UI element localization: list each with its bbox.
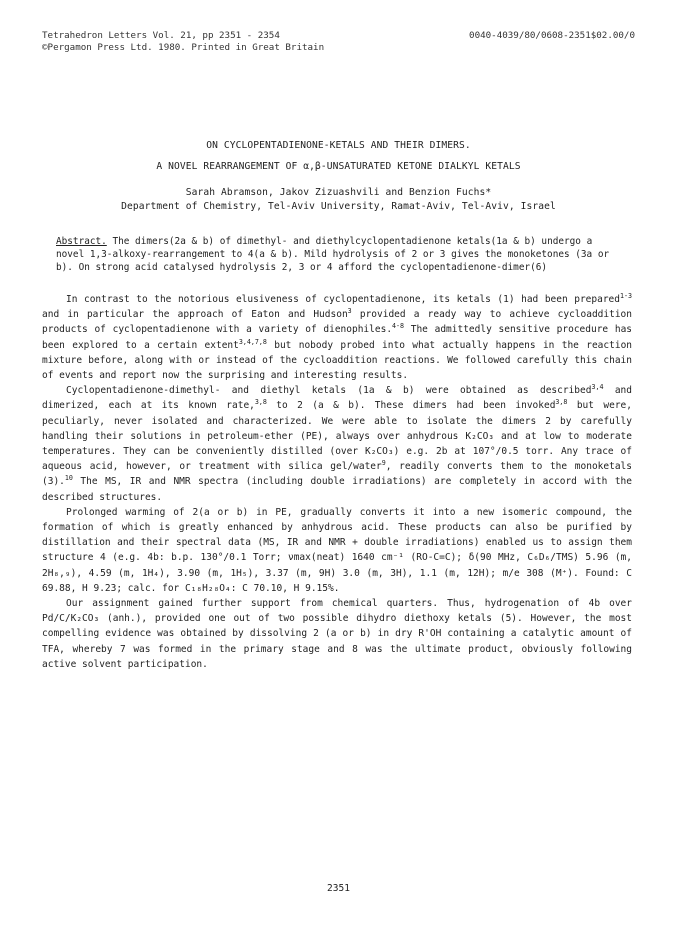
ref-superscript: 1-3 (620, 291, 632, 300)
text-run: The admittedly sensitive procedure has been explored to a certain extent (42, 324, 633, 351)
paragraph-3: Prolonged warming of 2(a or b) in PE, gradually converts it into a new isomeric compound, the formation of which is greatly enhanced by anhydrous acid. These products can also be purified by distillation and their spectral data (MS, IR and NMR + double irradiations) enabled us to assign them structure 4 (e.g. 4b: b.p. 130°/0.1 Torr; νmax(neat) 1640 cm⁻¹ (RO-C=C); δ(90 MHz, C₆D₆/TMS) 5.96 (m, 2H₈,₉), 4.59 (m, 1H₄), 3.90 (m, 1H₅), 3.37 (m, 9H) 3.0 (m, 3H), 1.1 (m, 12H); m/e 308 (M⁺). Found: C 69.88, H 9.23; calc. for C₁₈H₂₈O₄: C 70.10, H 9.15%. (42, 506, 632, 594)
paragraph-1 (42, 292, 632, 383)
text-run: and dimerized, each at its known rate, (42, 385, 632, 412)
publisher-line: ©Pergamon Press Ltd. 1980. Printed in Great Britain (42, 41, 325, 53)
abstract-label: Abstract. (56, 236, 107, 247)
ref-superscript: 3,8 (254, 398, 267, 407)
article-code: 0040-4039/80/0608-2351$02.00/0 (469, 30, 635, 41)
text-run: to 2 (a & b). These dimers had been invoked (266, 400, 556, 412)
ref-superscript: 3 (347, 307, 352, 316)
body-text (42, 292, 632, 672)
ref-superscript: 3,4,7,8 (238, 337, 267, 346)
paragraph-2 (42, 383, 632, 505)
authors: Sarah Abramson, Jakov Zizuashvili and Benzion Fuchs* (185, 187, 492, 198)
ref-superscript: 9 (381, 459, 386, 468)
running-header (42, 30, 324, 53)
text-run: In contrast to the notorious elusiveness of cyclopentadienone, its ketals (1) had been prepared (66, 294, 620, 305)
text-run: Cyclopentadienone-dimethyl- and diethyl ketals (1a & b) were obtained as described (66, 385, 592, 397)
text-run: , readily converts them to the monoketals (3). (42, 461, 632, 488)
affiliation: Department of Chemistry, Tel-Aviv University, Ramat-Aviv, Tel-Aviv, Israel (121, 201, 556, 212)
title-line-2: A NOVEL REARRANGEMENT OF α,β-UNSATURATED KETONE DIALKYL KETALS (156, 161, 521, 172)
paragraph-4: Our assignment gained further support from chemical quarters. Thus, hydrogenation of 4b over Pd/C/K₂CO₃ (anh.), provided one out of two possible dihydro diethoxy ketals (5). However, the most compelling evidence was obtained by dissolving 2 (a or b) in dry R'OH containing a catalytic amount of TFA, whereby 7 was formed in the primary stage and 8 was the ultimate product, obviously following active solvent participation. (42, 598, 632, 670)
abstract (56, 236, 626, 274)
ref-superscript: 10 (64, 474, 73, 483)
ref-superscript: 4-8 (392, 322, 405, 331)
page-number: 2351 (327, 883, 350, 894)
text-run: The MS, IR and NMR spectra (including double irradiations) are completely in accord with the described structures. (42, 476, 632, 503)
text-run: but were, peculiarly, never isolated and characterized. We were able to isolate the dimers 2 by carefully handling their solutions in petroleum-ether (PE), always over anhydrous K₂CO₃ and at low to moderate temperatures. They can be conveniently distilled (over K₂CO₃) e.g. 2b at 107°/0.5 torr. Any trace of aqueous acid, however, or treatment with silica gel/water (42, 400, 632, 473)
journal-citation: Tetrahedron Letters Vol. 21, pp 2351 - 2354 (42, 30, 280, 41)
text-run: but nobody probed into what actually happens in the reaction mixture before, along with or instead of the cycloaddition reactions. We followed carefully this chain of events and report now the surprising and interesting results. (42, 339, 633, 382)
ref-superscript: 3,4 (591, 383, 604, 392)
title-line-1: ON CYCLOPENTADIENONE-KETALS AND THEIR DIMERS. (206, 140, 471, 151)
text-run: and in particular the approach of Eaton and Hudson (42, 309, 348, 321)
abstract-text: The dimers(2a & b) of dimethyl- and diethylcyclopentadienone ketals(1a & b) undergo a novel 1,3-alkoxy-rearrangement to 4(a & b). Mild hydrolysis of 2 or 3 gives the monoketones (3a or b). On strong acid catalysed hydrolysis 2, 3 or 4 afford the cyclopentadienone-dimer(6) (56, 236, 610, 273)
ref-superscript: 3,8 (555, 398, 568, 407)
text-run: provided a ready way to achieve cycloaddition products of cyclopentadienone with a variety of dienophiles. (42, 309, 632, 336)
